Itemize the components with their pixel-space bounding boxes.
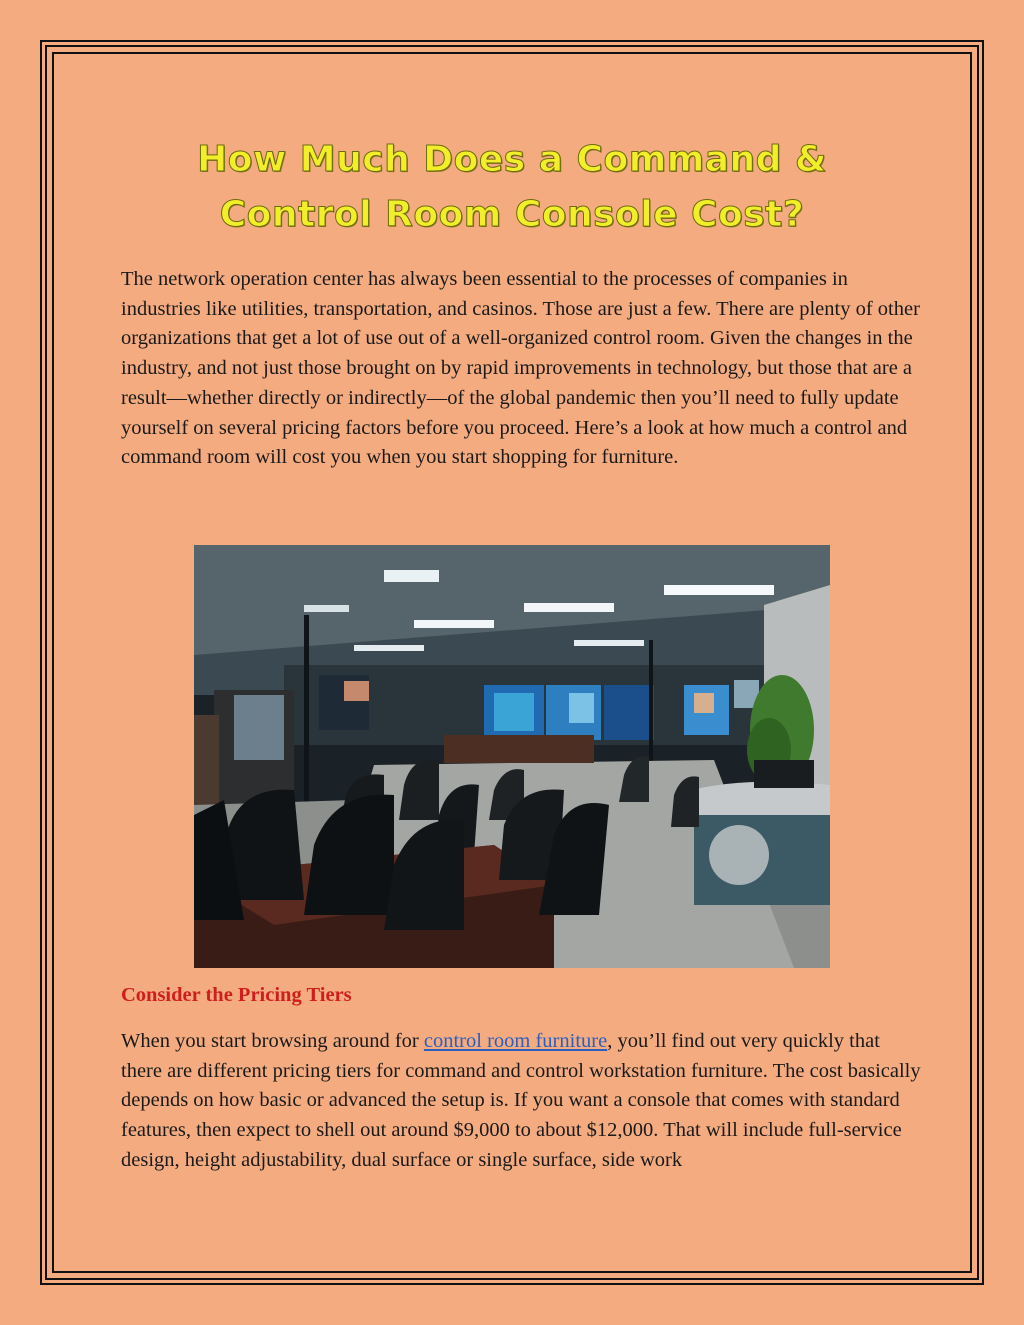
section-text-before-link: When you start browsing around for (121, 1030, 424, 1052)
title-line-2: Control Room Console Cost? (219, 194, 805, 235)
control-room-photo (194, 545, 830, 968)
page-title (120, 132, 904, 242)
section-text-after-link: , you’ll find out very quickly that there are different pricing tiers for command and control workstation furniture. The cost basically depends on how basic or advanced the setup is. If you want a console that comes with standard features, then expect to shell out around $9,000 to about $12,000. That will include full-service design, height adjustability, dual surface or single surface, side work (121, 1030, 921, 1171)
control-room-furniture-link[interactable]: control room furniture (423, 1030, 608, 1052)
title-line-1: How Much Does a Command & (197, 139, 827, 180)
section-paragraph (121, 1027, 921, 1176)
section-heading: Consider the Pricing Tiers (121, 984, 352, 1006)
intro-paragraph: The network operation center has always been essential to the processes of companies in industries like utilities, transportation, and casinos. Those are just a few. There are plenty of other organizations that get a lot of use out of a well-organized control room. Given the changes in the industry, and not just those brought on by rapid improvements in technology, but those that are a result—whether directly or indirectly—of the global pandemic then you’ll need to fully update yourself on several pricing factors before you proceed. Here’s a look at how much a control and command room will cost you when you start shopping for furniture. (121, 268, 920, 469)
